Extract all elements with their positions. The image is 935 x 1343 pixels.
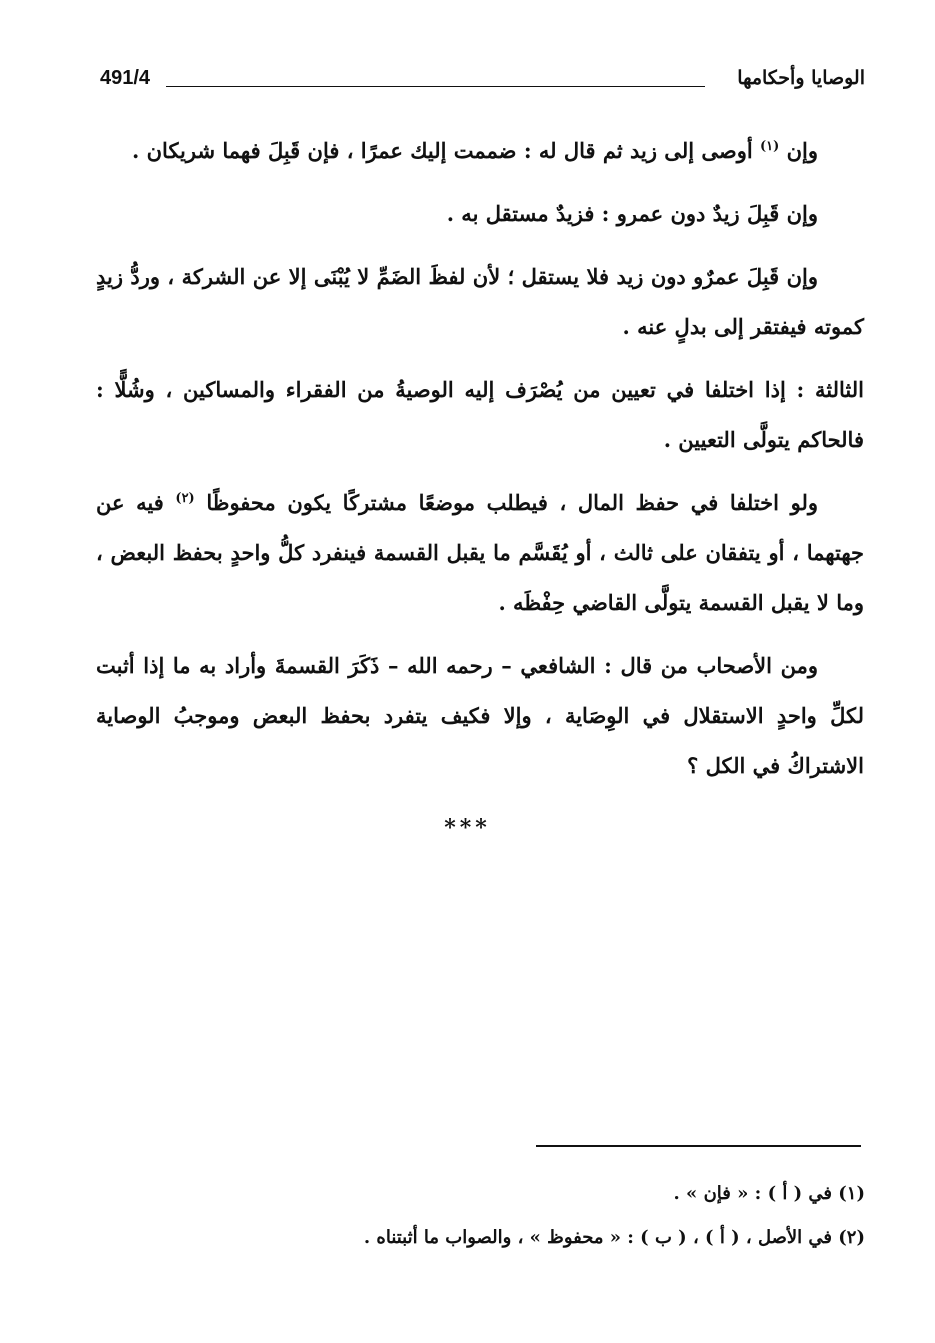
- section-separator: ***: [444, 815, 491, 841]
- header-rule: [166, 86, 705, 87]
- page-number: 491/4: [100, 67, 151, 89]
- footnote-rule: [536, 1145, 861, 1147]
- main-text: [96, 126, 864, 791]
- paragraph-5-text-b: فيه عن جهتهما ، أو يتفقان على ثالث ، أو يُقَسَّم ما يقبل القسمة فينفرد كلُّ واحدٍ بحفظ البعض ، وما لا يقبل القسمة يتولَّى القاضي حِفْظَه .: [96, 490, 864, 615]
- paragraph-1-text-b: أوصى إلى زيد ثم قال له : ضممت إليك عمرًا ، فإن قَبِلَ فهما شريكان .: [132, 138, 760, 163]
- paragraph-2: وإن قَبِلَ زيدٌ دون عمرو : فزيدٌ مستقل به .: [446, 201, 818, 226]
- footnote-1: (١) في ( أ ) : « فإن » .: [673, 1183, 865, 1204]
- footnotes: [165, 1172, 865, 1260]
- section-lead-third: الثالثة: [815, 377, 864, 402]
- paragraph-3: وإن قَبِلَ عمرٌو دون زيد فلا يستقل ؛ لأن لفظَ الضَمِّ لا يُبْنَى إلا عن الشركة ، وردُّ زيدٍ كموته فيفتقر إلى بدلٍ عنه .: [96, 264, 864, 339]
- footnote-ref-1: (١): [759, 139, 780, 154]
- footnote-ref-2: (٢): [175, 491, 195, 506]
- footnote-2: (٢) في الأصل ، ( أ ) ، ( ب ) : « محفوظ » ، والصواب ما أثبتناه .: [363, 1227, 865, 1248]
- paragraph-1: [96, 126, 864, 176]
- paragraph-1-text-a: وإن: [779, 138, 818, 163]
- paragraph-5-text-a: ولو اختلفا في حفظ المال ، فيطلب موضعًا مشتركًا يكون محفوظًا: [194, 490, 818, 515]
- paragraph-4: [96, 365, 864, 465]
- paragraph-4-text: : إذا اختلفا في تعيين من يُصْرَف إليه الوصيةُ من الفقراء والمساكين ، وشُلًّا : فالحاكم يتولَّى التعيين .: [96, 377, 864, 452]
- paragraph-5: [96, 478, 864, 628]
- paragraph-6: ومن الأصحاب من قال : الشافعي – رحمه الله – ذَكَرَ القسمةَ وأراد به ما إذا أثبت لكلِّ واحدٍ الاستقلال في الوِصَاية ، وإلا فكيف يتفرد بحفظ البعض وموجبُ الوصاية الاشتراكُ في الكل ؟: [96, 653, 864, 778]
- running-header: [100, 64, 865, 96]
- running-title: الوصايا وأحكامها: [737, 67, 865, 89]
